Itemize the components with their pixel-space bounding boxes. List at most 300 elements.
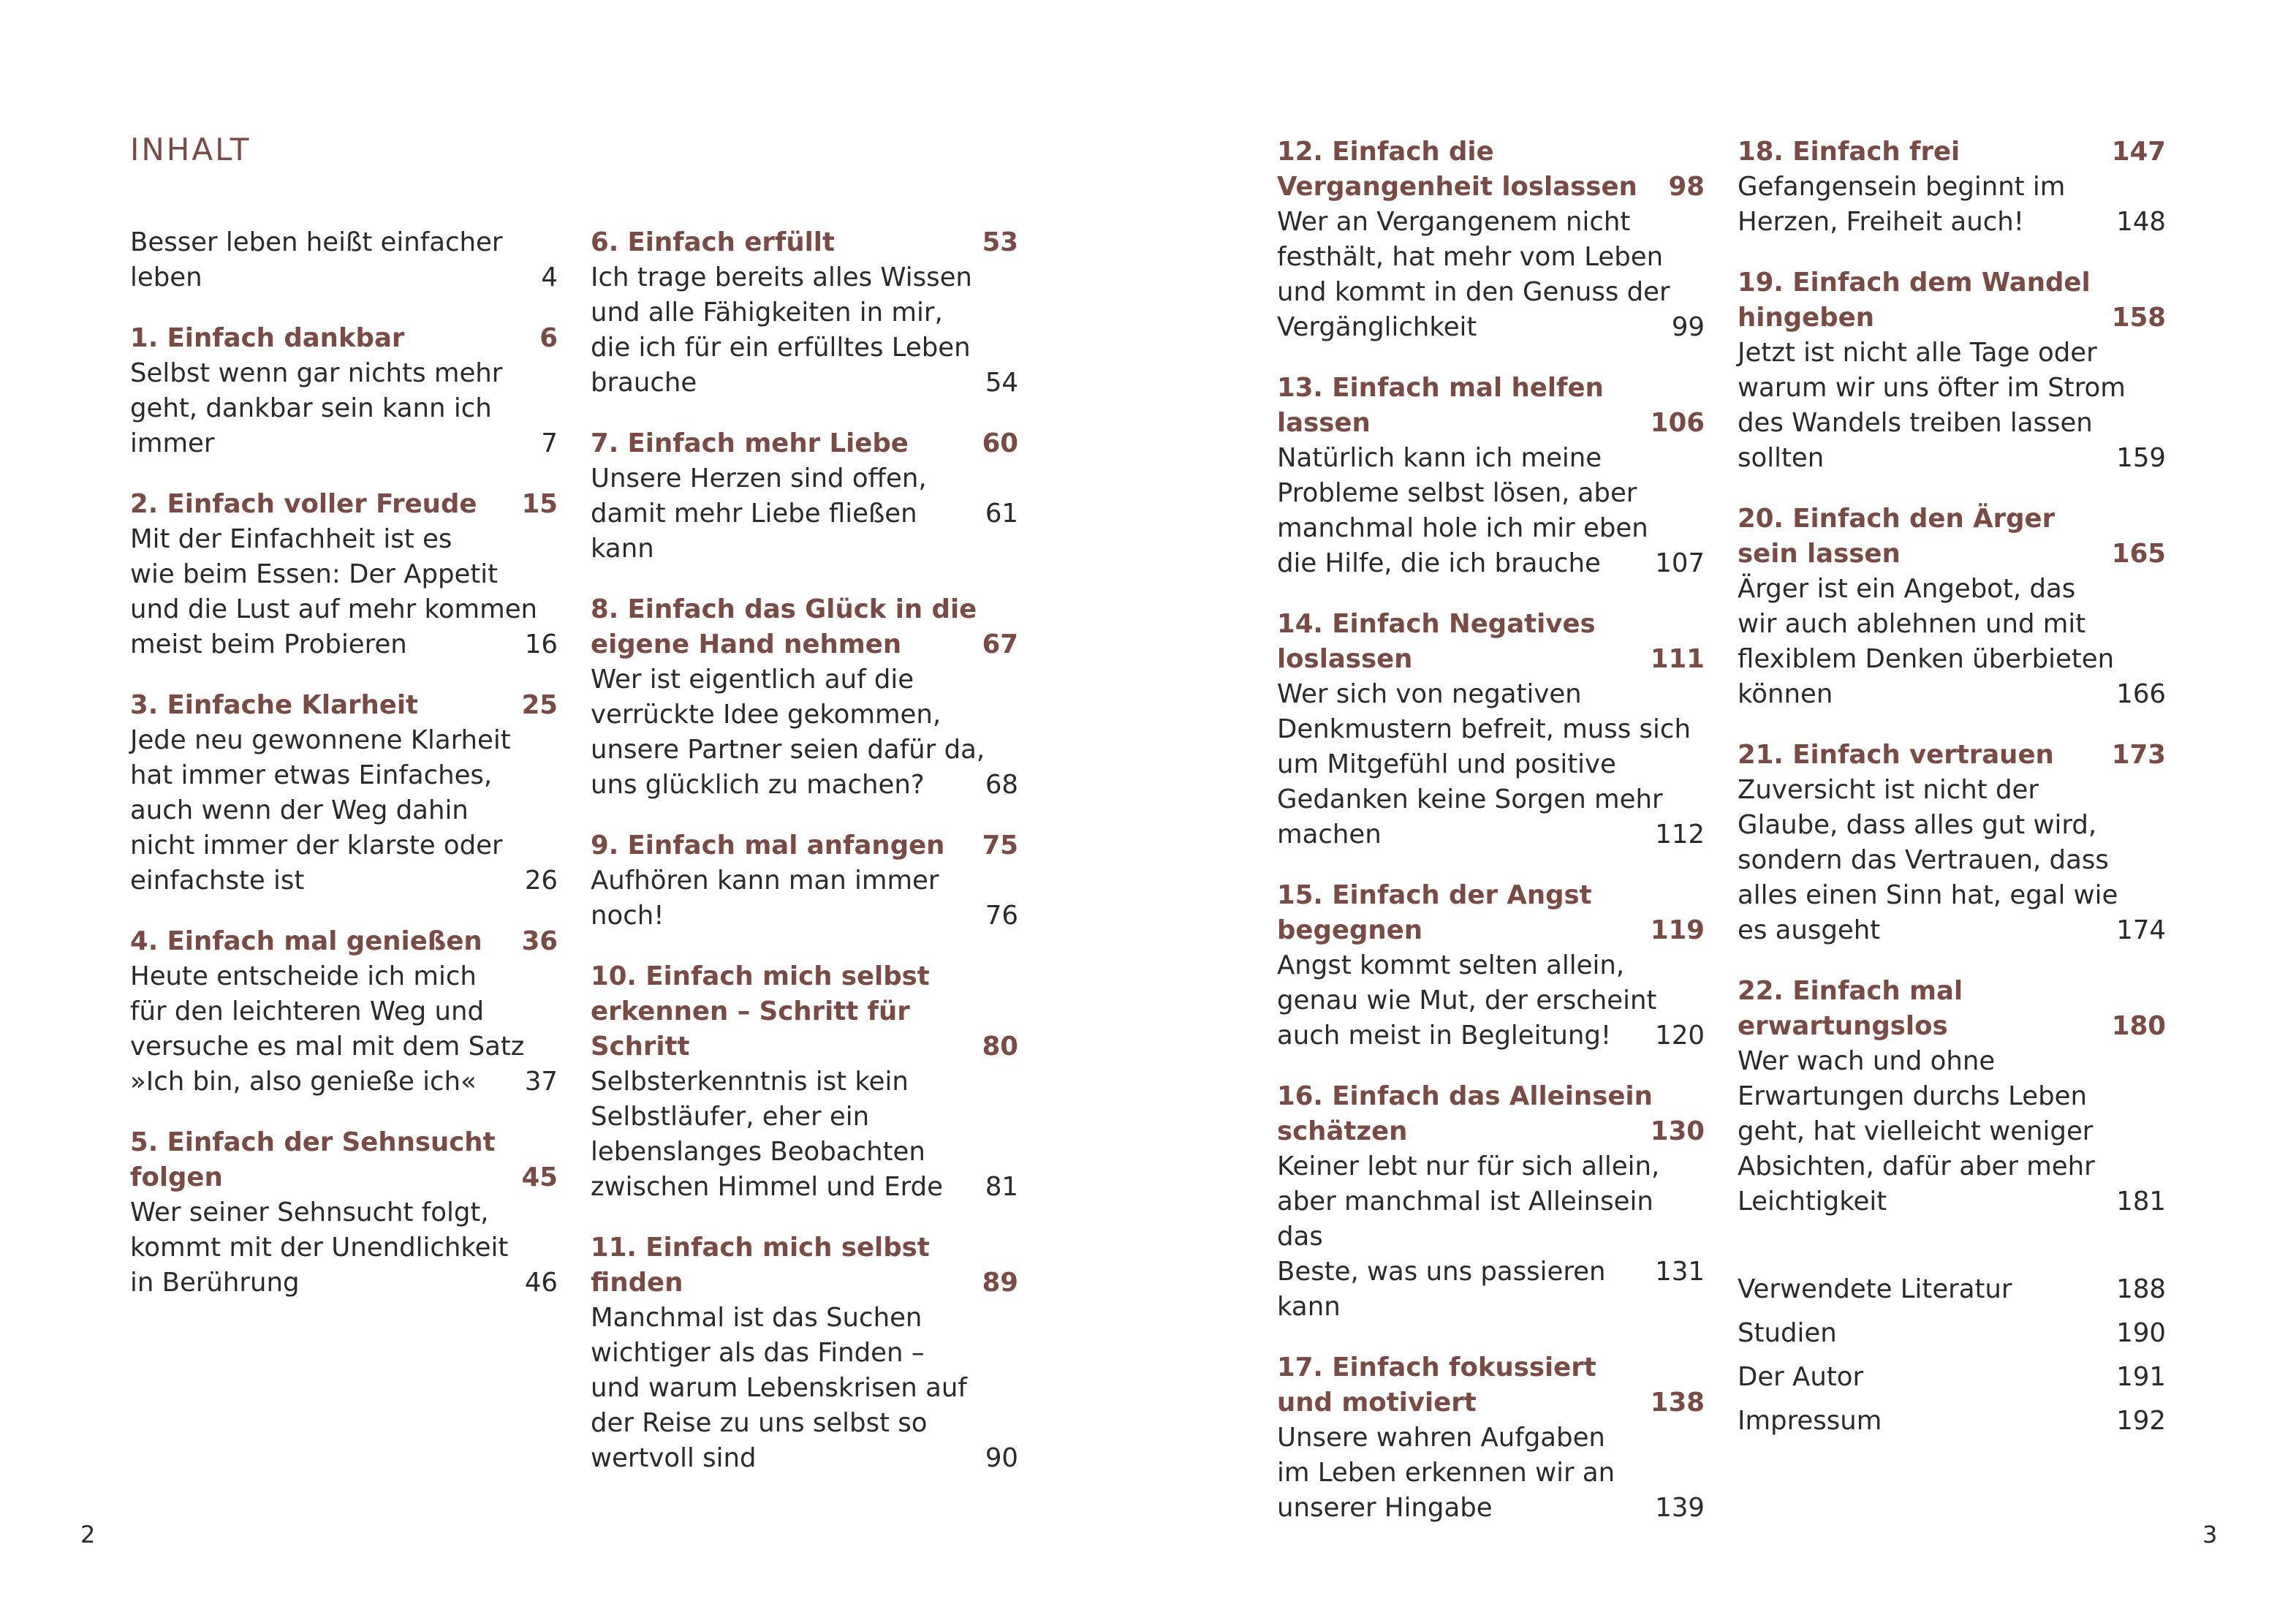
- entry-line: [1277, 546, 1705, 581]
- entry-text: Leichtigkeit: [1738, 1187, 1887, 1217]
- chapter-title: [1277, 607, 1705, 677]
- entry-text: machen: [1277, 820, 1382, 850]
- backmatter-entry[interactable]: [1738, 1355, 2166, 1399]
- entry-text: Glaube, dass alles gut wird,: [1738, 810, 2097, 840]
- entry-text: 14. Einfach Negatives: [1277, 609, 1596, 639]
- entry-line: [1277, 1385, 1705, 1420]
- entry-line: [1738, 300, 2166, 336]
- toc-chapter-entry[interactable]: [591, 1230, 1018, 1476]
- entry-line: [130, 994, 558, 1029]
- entry-line: [1738, 537, 2166, 572]
- entry-line: [1738, 677, 2166, 712]
- chapter-title: [1738, 135, 2166, 170]
- entry-line: [1738, 642, 2166, 677]
- entry-line: [130, 426, 558, 461]
- page-number-right: 3: [2202, 1521, 2218, 1548]
- entry-text: Schritt: [591, 1032, 690, 1062]
- entry-text: im Leben erkennen wir an: [1277, 1458, 1615, 1488]
- entry-line: [1277, 1114, 1705, 1149]
- entry-line: [1738, 974, 2166, 1009]
- entry-line: [1277, 170, 1705, 205]
- toc-chapter-entry[interactable]: [130, 924, 558, 1100]
- chapter-description: [1738, 336, 2166, 476]
- backmatter-page-number: 188: [2116, 1274, 2166, 1304]
- entry-line: [591, 496, 1018, 567]
- chapter-title: [1277, 878, 1705, 948]
- entry-line: [1277, 1491, 1705, 1526]
- chapter-title: [591, 592, 1018, 662]
- entry-text: um Mitgefühl und positive: [1277, 749, 1616, 779]
- entry-page-number: 76: [985, 901, 1018, 931]
- entry-page-number: 68: [985, 770, 1018, 800]
- chapter-title: [1738, 265, 2166, 336]
- entry-text: Selbst wenn gar nichts mehr: [130, 358, 503, 388]
- entry-page-number: 81: [985, 1172, 1018, 1202]
- entry-text: 2. Einfach voller Freude: [130, 489, 477, 519]
- entry-page-number: 98: [1668, 172, 1705, 202]
- entry-text: immer: [130, 428, 215, 458]
- entry-text: Selbstläufer, eher ein: [591, 1102, 870, 1132]
- entry-text: versuche es mal mit dem Satz: [130, 1032, 525, 1062]
- entry-text: warum wir uns öfter im Strom: [1738, 373, 2126, 403]
- entry-line: [130, 758, 558, 793]
- entry-text: wie beim Essen: Der Appetit: [130, 559, 499, 589]
- entry-line: [1277, 135, 1705, 170]
- entry-line: [591, 994, 1018, 1029]
- entry-line: [591, 1064, 1018, 1100]
- entry-text: sollten: [1738, 443, 1825, 473]
- entry-page-number: 90: [985, 1443, 1018, 1473]
- entry-text: wertvoll sind: [591, 1443, 757, 1473]
- entry-text: 1. Einfach dankbar: [130, 323, 405, 353]
- toc-chapter-entry[interactable]: [1738, 265, 2166, 476]
- entry-page-number: 4: [541, 262, 558, 292]
- entry-text: flexiblem Denken überbieten: [1738, 644, 2115, 674]
- entry-line: [591, 260, 1018, 295]
- backmatter-entry[interactable]: [1738, 1312, 2166, 1355]
- entry-text: unserer Hingabe: [1277, 1493, 1493, 1523]
- entry-page-number: 25: [521, 690, 558, 720]
- entry-line: [1277, 1255, 1705, 1325]
- chapter-description: [1277, 441, 1705, 581]
- toc-chapter-entry[interactable]: [130, 321, 558, 461]
- entry-text: Probleme selbst lösen, aber: [1277, 478, 1637, 508]
- chapter-title: [130, 321, 558, 356]
- entry-text: Keiner lebt nur für sich allein,: [1277, 1151, 1660, 1181]
- toc-chapter-entry[interactable]: [591, 426, 1018, 567]
- entry-line: [130, 1266, 558, 1301]
- entry-line: [130, 1029, 558, 1064]
- entry-line: [1277, 712, 1705, 747]
- entry-line: [1738, 371, 2166, 406]
- entry-line: [130, 1230, 558, 1266]
- entry-text: 17. Einfach fokussiert: [1277, 1352, 1596, 1382]
- toc-chapter-entry[interactable]: [1277, 371, 1705, 581]
- entry-line: [1277, 948, 1705, 983]
- entry-text: Zuversicht ist nicht der: [1738, 775, 2039, 805]
- toc-intro-entry[interactable]: [130, 225, 558, 295]
- chapter-title: [130, 688, 558, 723]
- entry-text: Ich trage bereits alles Wissen: [591, 262, 972, 292]
- entry-text: nicht immer der klarste oder: [130, 831, 503, 860]
- entry-page-number: 158: [2111, 303, 2166, 333]
- entry-line: [1277, 747, 1705, 782]
- chapter-title: [591, 828, 1018, 863]
- entry-text: Unsere wahren Aufgaben: [1277, 1423, 1605, 1453]
- backmatter-entry[interactable]: [1738, 1268, 2166, 1312]
- entry-line: [591, 1170, 1018, 1205]
- entry-line: [591, 898, 1018, 934]
- chapter-title: [591, 959, 1018, 1064]
- toc-chapter-entry[interactable]: [591, 959, 1018, 1205]
- entry-line: [1277, 913, 1705, 948]
- entry-line: [1738, 1079, 2166, 1114]
- backmatter-label: Der Autor: [1738, 1362, 1864, 1392]
- entry-text: Besser leben heißt einfacher: [130, 227, 503, 257]
- entry-line: [130, 793, 558, 828]
- chapter-title: [1738, 502, 2166, 572]
- chapter-title: [130, 924, 558, 959]
- entry-line: [130, 522, 558, 557]
- toc-chapter-entry[interactable]: [591, 592, 1018, 803]
- entry-line: [591, 768, 1018, 803]
- chapter-title: [1738, 974, 2166, 1044]
- entry-text: wichtiger als das Finden –: [591, 1338, 925, 1368]
- toc-chapter-entry[interactable]: [1738, 135, 2166, 240]
- entry-text: und warum Lebenskrisen auf: [591, 1373, 967, 1403]
- entry-line: [1277, 983, 1705, 1018]
- entry-line: [130, 1064, 558, 1100]
- entry-text: loslassen: [1277, 644, 1413, 674]
- entry-line: [1277, 878, 1705, 913]
- entry-text: verrückte Idee gekommen,: [591, 700, 941, 730]
- toc-chapter-entry[interactable]: [1277, 607, 1705, 852]
- entry-text: Herzen, Freiheit auch!: [1738, 207, 2024, 237]
- entry-text: erwartungslos: [1738, 1011, 1948, 1041]
- entry-text: 22. Einfach mal: [1738, 976, 1963, 1006]
- entry-text: Absichten, dafür aber mehr: [1738, 1151, 2095, 1181]
- entry-page-number: 45: [521, 1162, 558, 1192]
- entry-text: die Hilfe, die ich brauche: [1277, 548, 1601, 578]
- entry-line: [130, 627, 558, 662]
- entry-page-number: 106: [1650, 408, 1705, 438]
- entry-text: 6. Einfach erfüllt: [591, 227, 835, 257]
- entry-text: genau wie Mut, der erscheint: [1277, 985, 1657, 1015]
- entry-page-number: 46: [524, 1268, 558, 1298]
- entry-line: [591, 1029, 1018, 1064]
- entry-line: [591, 1336, 1018, 1371]
- entry-text: leben: [130, 262, 202, 292]
- entry-page-number: 166: [2116, 679, 2166, 709]
- entry-line: [1738, 878, 2166, 913]
- backmatter-page-number: 190: [2116, 1318, 2166, 1348]
- chapter-title: [591, 426, 1018, 461]
- toc-column-2: [591, 225, 1018, 1502]
- entry-page-number: 180: [2111, 1011, 2166, 1041]
- entry-text: noch!: [591, 901, 664, 931]
- entry-line: [1738, 441, 2166, 476]
- entry-page-number: 120: [1655, 1021, 1705, 1051]
- toc-chapter-entry[interactable]: [1277, 135, 1705, 345]
- entry-line: [591, 697, 1018, 733]
- backmatter-page-number: 192: [2116, 1406, 2166, 1436]
- chapter-title: [130, 487, 558, 522]
- entry-text: folgen: [130, 1162, 223, 1192]
- entry-text: Angst kommt selten allein,: [1277, 950, 1625, 980]
- entry-text: und die Lust auf mehr kommen: [130, 594, 538, 624]
- entry-line: [130, 391, 558, 426]
- toc-chapter-entry[interactable]: [1738, 974, 2166, 1219]
- entry-line: [1277, 782, 1705, 817]
- entry-text: Manchmal ist das Suchen: [591, 1303, 922, 1333]
- chapter-description: [130, 522, 558, 662]
- toc-chapter-entry[interactable]: [1277, 1079, 1705, 1325]
- entry-line: [591, 426, 1018, 461]
- entry-text: und alle Fähigkeiten in mir,: [591, 298, 943, 328]
- entry-line: [591, 627, 1018, 662]
- entry-text: Ärger ist ein Angebot, das: [1738, 574, 2076, 604]
- entry-line: [1277, 240, 1705, 275]
- entry-line: [1277, 607, 1705, 642]
- entry-line: [1738, 135, 2166, 170]
- entry-line: [1277, 511, 1705, 546]
- toc-chapter-entry[interactable]: [130, 1125, 558, 1301]
- chapter-description: [130, 1195, 558, 1301]
- entry-page-number: 80: [982, 1032, 1018, 1062]
- toc-chapter-entry[interactable]: [591, 828, 1018, 934]
- entry-page-number: 107: [1655, 548, 1705, 578]
- chapter-title: [130, 1125, 558, 1195]
- entry-page-number: 173: [2111, 740, 2166, 770]
- entry-text: sondern das Vertrauen, dass: [1738, 845, 2109, 875]
- entry-text: und motiviert: [1277, 1388, 1477, 1418]
- entry-text: Wer an Vergangenem nicht: [1277, 207, 1631, 237]
- entry-text: Wer seiner Sehnsucht folgt,: [130, 1198, 489, 1227]
- chapter-description: [591, 260, 1018, 401]
- entry-line: [1738, 808, 2166, 843]
- toc-chapter-entry[interactable]: [1738, 502, 2166, 712]
- chapter-title: [1738, 738, 2166, 773]
- entry-line: [1277, 1420, 1705, 1456]
- entry-text: Aufhören kann man immer: [591, 866, 939, 896]
- entry-line: [130, 260, 558, 295]
- entry-line: [1277, 817, 1705, 852]
- entry-text: lassen: [1277, 408, 1371, 438]
- backmatter-label: Verwendete Literatur: [1738, 1274, 2012, 1304]
- toc-column-1: [130, 225, 558, 1326]
- entry-text: »Ich bin, also genieße ich«: [130, 1067, 477, 1097]
- entry-text: 20. Einfach den Ärger: [1738, 504, 2056, 534]
- entry-text: begegnen: [1277, 915, 1423, 945]
- entry-line: [1738, 265, 2166, 300]
- toc-chapter-entry[interactable]: [591, 225, 1018, 401]
- entry-line: [1277, 1149, 1705, 1184]
- entry-line: [1277, 1079, 1705, 1114]
- entry-line: [591, 1100, 1018, 1135]
- toc-chapter-entry[interactable]: [1738, 738, 2166, 948]
- entry-line: [1738, 607, 2166, 642]
- entry-text: die ich für ein erfülltes Leben: [591, 333, 971, 363]
- chapter-description: [130, 356, 558, 461]
- entry-text: erkennen – Schritt für: [591, 996, 910, 1026]
- entry-line: [1738, 843, 2166, 878]
- chapter-title: [1277, 135, 1705, 205]
- entry-line: [1277, 476, 1705, 511]
- entry-text: Unsere Herzen sind offen,: [591, 464, 927, 493]
- entry-text: eigene Hand nehmen: [591, 629, 902, 659]
- entry-line: [591, 1266, 1018, 1301]
- entry-text: geht, dankbar sein kann ich: [130, 393, 492, 423]
- entry-page-number: 89: [982, 1268, 1018, 1298]
- entry-text: zwischen Himmel und Erde: [591, 1172, 943, 1202]
- entry-line: [1738, 1184, 2166, 1219]
- toc-chapter-entry[interactable]: [1277, 1350, 1705, 1526]
- entry-page-number: 15: [521, 489, 558, 519]
- toc-chapter-entry[interactable]: [130, 487, 558, 662]
- entry-page-number: 16: [524, 629, 558, 659]
- entry-line: [591, 828, 1018, 863]
- entry-text: 11. Einfach mich selbst: [591, 1233, 930, 1263]
- entry-line: [1738, 1044, 2166, 1079]
- entry-text: meist beim Probieren: [130, 629, 407, 659]
- entry-line: [130, 959, 558, 994]
- entry-text: 18. Einfach frei: [1738, 137, 1960, 167]
- entry-line: [130, 1160, 558, 1195]
- entry-text: schätzen: [1277, 1116, 1408, 1146]
- entry-line: [1277, 677, 1705, 712]
- entry-line: [1277, 1018, 1705, 1053]
- entry-text: aber manchmal ist Alleinsein das: [1277, 1187, 1653, 1252]
- entry-page-number: 67: [982, 629, 1018, 659]
- entry-text: finden: [591, 1268, 683, 1298]
- right-page: [1148, 0, 2296, 1623]
- chapter-description: [591, 461, 1018, 567]
- entry-line: [1277, 1350, 1705, 1385]
- entry-line: [130, 321, 558, 356]
- entry-page-number: 138: [1650, 1388, 1705, 1418]
- toc-column-4: [1738, 135, 2166, 1443]
- entry-text: 10. Einfach mich selbst: [591, 961, 930, 991]
- entry-page-number: 147: [2111, 137, 2166, 167]
- entry-line: [591, 1230, 1018, 1266]
- entry-line: [130, 1195, 558, 1230]
- entry-page-number: 131: [1655, 1257, 1705, 1287]
- entry-page-number: 111: [1650, 644, 1705, 674]
- chapter-description: [130, 723, 558, 898]
- entry-text: 16. Einfach das Alleinsein: [1277, 1081, 1653, 1111]
- entry-page-number: 139: [1655, 1493, 1705, 1523]
- entry-text: wir auch ablehnen und mit: [1738, 609, 2086, 639]
- entry-text: 15. Einfach der Angst: [1277, 880, 1592, 910]
- entry-page-number: 53: [982, 227, 1018, 257]
- entry-text: 7. Einfach mehr Liebe: [591, 428, 909, 458]
- toc-heading: INHALT: [130, 132, 251, 167]
- entry-line: [130, 723, 558, 758]
- entry-text: der Reise zu uns selbst so: [591, 1408, 928, 1438]
- entry-text: 4. Einfach mal genießen: [130, 926, 482, 956]
- entry-line: [591, 1406, 1018, 1441]
- entry-page-number: 7: [541, 428, 558, 458]
- entry-text: Gedanken keine Sorgen mehr: [1277, 784, 1663, 814]
- page-number-left: 2: [80, 1521, 96, 1548]
- toc-chapter-entry[interactable]: [130, 688, 558, 898]
- entry-line: [130, 924, 558, 959]
- entry-line: [130, 592, 558, 627]
- entry-line: [591, 225, 1018, 260]
- entry-text: Gefangensein beginnt im: [1738, 172, 2066, 202]
- entry-text: des Wandels treiben lassen: [1738, 408, 2093, 438]
- entry-text: 21. Einfach vertrauen: [1738, 740, 2054, 770]
- chapter-title: [1277, 1079, 1705, 1149]
- entry-line: [1738, 1009, 2166, 1044]
- chapter-title: [1277, 1350, 1705, 1420]
- entry-text: es ausgeht: [1738, 915, 1881, 945]
- backmatter-page-number: 191: [2116, 1362, 2166, 1392]
- entry-page-number: 60: [982, 428, 1018, 458]
- chapter-description: [1277, 948, 1705, 1053]
- entry-page-number: 36: [521, 926, 558, 956]
- entry-text: Jetzt ist nicht alle Tage oder: [1738, 338, 2097, 368]
- entry-text: alles einen Sinn hat, egal wie: [1738, 880, 2118, 910]
- entry-line: [591, 1301, 1018, 1336]
- entry-text: 8. Einfach das Glück in die: [591, 594, 977, 624]
- entry-line: [1738, 170, 2166, 205]
- entry-text: in Berührung: [130, 1268, 300, 1298]
- entry-page-number: 75: [982, 831, 1018, 860]
- backmatter-label: Impressum: [1738, 1406, 1882, 1436]
- chapter-description: [1738, 170, 2166, 240]
- entry-page-number: 148: [2116, 207, 2166, 237]
- entry-line: [130, 688, 558, 723]
- entry-line: [130, 828, 558, 863]
- chapter-description: [591, 1301, 1018, 1476]
- entry-page-number: 181: [2116, 1187, 2166, 1217]
- entry-page-number: 61: [985, 499, 1018, 529]
- entry-text: auch wenn der Weg dahin: [130, 795, 469, 825]
- entry-text: uns glücklich zu machen?: [591, 770, 925, 800]
- entry-line: [591, 662, 1018, 697]
- entry-line: [1738, 336, 2166, 371]
- entry-text: Erwartungen durchs Leben: [1738, 1081, 2088, 1111]
- entry-text: lebenslanges Beobachten: [591, 1137, 925, 1167]
- toc-chapter-entry[interactable]: [1277, 878, 1705, 1053]
- entry-text: festhält, hat mehr vom Leben: [1277, 242, 1664, 272]
- entry-text: Beste, was uns passieren kann: [1277, 1257, 1606, 1322]
- entry-text: Jede neu gewonnene Klarheit: [130, 725, 511, 755]
- entry-page-number: 26: [524, 866, 558, 896]
- entry-text: für den leichteren Weg und: [130, 996, 485, 1026]
- backmatter-entry[interactable]: [1738, 1399, 2166, 1443]
- entry-text: Vergangenheit loslassen: [1277, 172, 1637, 202]
- entry-line: [130, 356, 558, 391]
- entry-page-number: 119: [1650, 915, 1705, 945]
- entry-line: [1277, 275, 1705, 310]
- chapter-description: [1738, 572, 2166, 712]
- entry-text: können: [1738, 679, 1833, 709]
- chapter-description: [1277, 1420, 1705, 1526]
- entry-line: [591, 1371, 1018, 1406]
- chapter-title: [591, 225, 1018, 260]
- entry-text: kommt mit der Unendlichkeit: [130, 1233, 509, 1263]
- entry-line: [1738, 773, 2166, 808]
- chapter-description: [1277, 205, 1705, 345]
- entry-page-number: 54: [985, 368, 1018, 398]
- entry-line: [1277, 1184, 1705, 1255]
- entry-line: [130, 863, 558, 898]
- entry-line: [1277, 1456, 1705, 1491]
- chapter-description: [1277, 677, 1705, 852]
- entry-page-number: 37: [524, 1067, 558, 1097]
